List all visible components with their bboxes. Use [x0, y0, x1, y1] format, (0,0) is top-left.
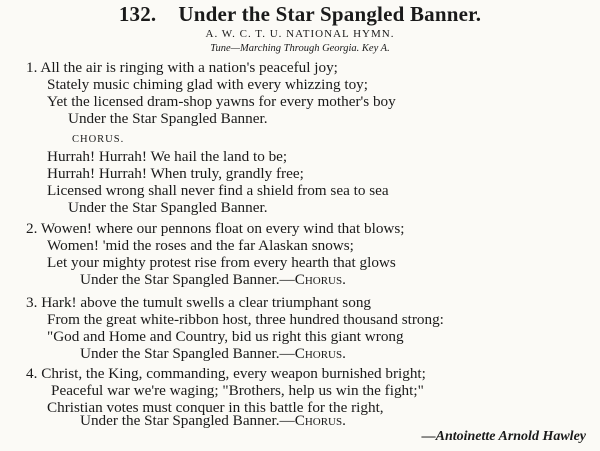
verse-3-line-2: From the great white-ribbon host, three hundred thousand strong: [47, 311, 444, 328]
verse-4-refrain: Under the Star Spangled Banner.— [80, 412, 295, 429]
verse-4-line-2: Peaceful war we're waging; "Brothers, help us win the fight;" [51, 382, 424, 399]
verse-1-line-3: Yet the licensed dram-shop yawns for every mother's boy [47, 93, 396, 110]
chorus-line-1: Hurrah! Hurrah! We hail the land to be; [47, 148, 288, 165]
chorus-line-3: Licensed wrong shall never find a shield from sea to sea [47, 182, 389, 199]
verse-1-line-2: Stately music chiming glad with every whizzing toy; [47, 76, 368, 93]
verse-2-chorus-ref: Chorus. [294, 271, 346, 288]
hymn-author: —Antoinette Arnold Hawley [421, 429, 586, 444]
verse-4-line-4 [80, 412, 346, 429]
verse-3-refrain: Under the Star Spangled Banner.— [80, 345, 295, 362]
verse-4-line-1: 4. Christ, the King, commanding, every weapon burnished bright; [26, 365, 426, 382]
verse-2-line-3: Let your mighty protest rise from every hearth that glows [47, 254, 396, 271]
hymn-tune: Tune—Marching Through Georgia. Key A. [210, 43, 390, 54]
verse-2-line-2: Women! 'mid the roses and the far Alaskan snows; [47, 237, 354, 254]
verse-1-line-4: Under the Star Spangled Banner. [68, 110, 268, 127]
hymn-title: Under the Star Spangled Banner. [178, 2, 482, 26]
verse-4-chorus-ref: Chorus. [294, 412, 346, 429]
hymn-subtitle: A. W. C. T. U. NATIONAL HYMN. [205, 28, 395, 40]
hymn-header [0, 2, 600, 27]
verse-2-line-4 [80, 271, 346, 288]
verse-2-refrain: Under the Star Spangled Banner.— [80, 271, 295, 288]
verse-2-line-1: 2. Wowen! where our pennons float on every wind that blows; [26, 220, 405, 237]
chorus-line-2: Hurrah! Hurrah! When truly, grandly free; [47, 165, 304, 182]
chorus-line-4: Under the Star Spangled Banner. [68, 199, 268, 216]
verse-4-line-3: Christian votes must conquer in this battle for the right, [47, 399, 384, 416]
verse-3-line-1: 3. Hark! above the tumult swells a clear triumphant song [26, 294, 372, 311]
verse-3-line-3: "God and Home and Country, bid us right this giant wrong [47, 328, 404, 345]
chorus-label: CHORUS. [72, 134, 125, 145]
hymn-number: 132. [118, 2, 157, 26]
verse-1-line-1: 1. All the air is ringing with a nation's peaceful joy; [26, 59, 338, 76]
verse-3-chorus-ref: Chorus. [294, 345, 346, 362]
verse-3-line-4 [80, 345, 346, 362]
